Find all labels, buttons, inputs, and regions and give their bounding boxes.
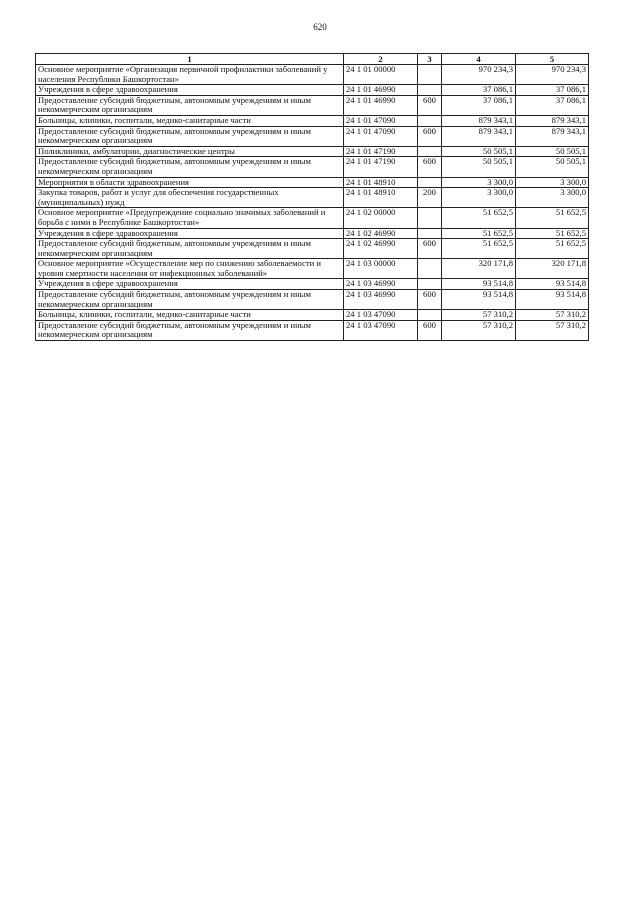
amount-cell-col4: 37 086,1 bbox=[442, 95, 516, 115]
item-name-cell: Предоставление субсидий бюджетным, автономным учреждениям и иным некоммерческим организациям bbox=[36, 157, 344, 177]
item-name-cell: Предоставление субсидий бюджетным, автономным учреждениям и иным некоммерческим организациям bbox=[36, 320, 344, 340]
table-row bbox=[36, 65, 589, 85]
amount-cell-col5: 320 171,8 bbox=[516, 259, 589, 279]
item-name-cell: Мероприятия в области здравоохранения bbox=[36, 177, 344, 188]
table-row bbox=[36, 85, 589, 96]
amount-cell-col5: 93 514,8 bbox=[516, 279, 589, 290]
target-code-cell: 24 1 01 48910 bbox=[344, 177, 418, 188]
amount-cell-col4: 320 171,8 bbox=[442, 259, 516, 279]
target-code-cell: 24 1 01 46990 bbox=[344, 95, 418, 115]
expense-type-cell bbox=[418, 228, 442, 239]
expense-type-cell: 600 bbox=[418, 126, 442, 146]
target-code-cell: 24 1 02 46990 bbox=[344, 239, 418, 259]
amount-cell-col4: 51 652,5 bbox=[442, 208, 516, 228]
item-name-cell: Закупка товаров, работ и услуг для обеспечения государственных (муниципальных) нужд bbox=[36, 188, 344, 208]
item-name-cell: Поликлиники, амбулатории, диагностические центры bbox=[36, 146, 344, 157]
expense-type-cell: 600 bbox=[418, 320, 442, 340]
table-row bbox=[36, 290, 589, 310]
column-header-2: 2 bbox=[344, 54, 418, 65]
target-code-cell: 24 1 01 47090 bbox=[344, 126, 418, 146]
table-row bbox=[36, 115, 589, 126]
expense-type-cell bbox=[418, 259, 442, 279]
amount-cell-col5: 879 343,1 bbox=[516, 126, 589, 146]
target-code-cell: 24 1 01 00000 bbox=[344, 65, 418, 85]
amount-cell-col5: 879 343,1 bbox=[516, 115, 589, 126]
amount-cell-col4: 57 310,2 bbox=[442, 320, 516, 340]
amount-cell-col5: 57 310,2 bbox=[516, 310, 589, 321]
target-code-cell: 24 1 01 48910 bbox=[344, 188, 418, 208]
target-code-cell: 24 1 03 47090 bbox=[344, 320, 418, 340]
target-code-cell: 24 1 03 46990 bbox=[344, 290, 418, 310]
budget-table bbox=[35, 53, 589, 341]
amount-cell-col5: 93 514,8 bbox=[516, 290, 589, 310]
table-row bbox=[36, 126, 589, 146]
amount-cell-col4: 879 343,1 bbox=[442, 126, 516, 146]
table-row bbox=[36, 188, 589, 208]
expense-type-cell bbox=[418, 115, 442, 126]
item-name-cell: Основное мероприятие «Предупреждение социально значимых заболеваний и борьба с ними в Республике Башкортостан» bbox=[36, 208, 344, 228]
target-code-cell: 24 1 01 47190 bbox=[344, 146, 418, 157]
target-code-cell: 24 1 02 46990 bbox=[344, 228, 418, 239]
expense-type-cell bbox=[418, 310, 442, 321]
table-row bbox=[36, 320, 589, 340]
amount-cell-col4: 3 300,0 bbox=[442, 188, 516, 208]
expense-type-cell: 600 bbox=[418, 290, 442, 310]
target-code-cell: 24 1 03 46990 bbox=[344, 279, 418, 290]
amount-cell-col5: 57 310,2 bbox=[516, 320, 589, 340]
amount-cell-col5: 37 086,1 bbox=[516, 85, 589, 96]
target-code-cell: 24 1 01 47190 bbox=[344, 157, 418, 177]
item-name-cell: Основное мероприятие «Осуществление мер по снижению заболеваемости и уровня смертности населения от инфекционных заболеваний» bbox=[36, 259, 344, 279]
item-name-cell: Предоставление субсидий бюджетным, автономным учреждениям и иным некоммерческим организациям bbox=[36, 239, 344, 259]
expense-type-cell: 600 bbox=[418, 157, 442, 177]
amount-cell-col4: 970 234,3 bbox=[442, 65, 516, 85]
item-name-cell: Больницы, клиники, госпитали, медико-санитарные части bbox=[36, 310, 344, 321]
expense-type-cell bbox=[418, 85, 442, 96]
amount-cell-col5: 3 300,0 bbox=[516, 188, 589, 208]
expense-type-cell bbox=[418, 279, 442, 290]
page-number: 620 bbox=[313, 22, 327, 32]
expense-type-cell bbox=[418, 208, 442, 228]
item-name-cell: Учреждения в сфере здравоохранения bbox=[36, 85, 344, 96]
amount-cell-col5: 37 086,1 bbox=[516, 95, 589, 115]
amount-cell-col4: 93 514,8 bbox=[442, 279, 516, 290]
column-header-5: 5 bbox=[516, 54, 589, 65]
table-header-row bbox=[36, 54, 589, 65]
amount-cell-col4: 50 505,1 bbox=[442, 146, 516, 157]
table-row bbox=[36, 310, 589, 321]
table-row bbox=[36, 279, 589, 290]
target-code-cell: 24 1 01 47090 bbox=[344, 115, 418, 126]
table-row bbox=[36, 146, 589, 157]
expense-type-cell bbox=[418, 146, 442, 157]
column-header-1: 1 bbox=[36, 54, 344, 65]
table-row bbox=[36, 157, 589, 177]
item-name-cell: Предоставление субсидий бюджетным, автономным учреждениям и иным некоммерческим организациям bbox=[36, 126, 344, 146]
item-name-cell: Предоставление субсидий бюджетным, автономным учреждениям и иным некоммерческим организациям bbox=[36, 95, 344, 115]
expense-type-cell bbox=[418, 65, 442, 85]
table-row bbox=[36, 177, 589, 188]
table-row bbox=[36, 228, 589, 239]
column-header-3: 3 bbox=[418, 54, 442, 65]
amount-cell-col5: 51 652,5 bbox=[516, 228, 589, 239]
table-body bbox=[36, 65, 589, 341]
expense-type-cell: 600 bbox=[418, 239, 442, 259]
amount-cell-col5: 3 300,0 bbox=[516, 177, 589, 188]
target-code-cell: 24 1 01 46990 bbox=[344, 85, 418, 96]
column-header-4: 4 bbox=[442, 54, 516, 65]
amount-cell-col4: 51 652,5 bbox=[442, 228, 516, 239]
target-code-cell: 24 1 02 00000 bbox=[344, 208, 418, 228]
amount-cell-col4: 51 652,5 bbox=[442, 239, 516, 259]
table-row bbox=[36, 239, 589, 259]
amount-cell-col5: 970 234,3 bbox=[516, 65, 589, 85]
amount-cell-col5: 51 652,5 bbox=[516, 208, 589, 228]
expense-type-cell: 200 bbox=[418, 188, 442, 208]
target-code-cell: 24 1 03 47090 bbox=[344, 310, 418, 321]
amount-cell-col4: 879 343,1 bbox=[442, 115, 516, 126]
expense-type-cell bbox=[418, 177, 442, 188]
item-name-cell: Учреждения в сфере здравоохранения bbox=[36, 279, 344, 290]
amount-cell-col5: 50 505,1 bbox=[516, 146, 589, 157]
amount-cell-col4: 93 514,8 bbox=[442, 290, 516, 310]
amount-cell-col4: 50 505,1 bbox=[442, 157, 516, 177]
item-name-cell: Основное мероприятие «Организация первичной профилактики заболеваний у населения Республики Башкортостан» bbox=[36, 65, 344, 85]
table-row bbox=[36, 259, 589, 279]
item-name-cell: Учреждения в сфере здравоохранения bbox=[36, 228, 344, 239]
expense-type-cell: 600 bbox=[418, 95, 442, 115]
item-name-cell: Больницы, клиники, госпитали, медико-санитарные части bbox=[36, 115, 344, 126]
amount-cell-col5: 51 652,5 bbox=[516, 239, 589, 259]
item-name-cell: Предоставление субсидий бюджетным, автономным учреждениям и иным некоммерческим организациям bbox=[36, 290, 344, 310]
amount-cell-col5: 50 505,1 bbox=[516, 157, 589, 177]
table-row bbox=[36, 208, 589, 228]
amount-cell-col4: 37 086,1 bbox=[442, 85, 516, 96]
table-row bbox=[36, 95, 589, 115]
target-code-cell: 24 1 03 00000 bbox=[344, 259, 418, 279]
amount-cell-col4: 3 300,0 bbox=[442, 177, 516, 188]
amount-cell-col4: 57 310,2 bbox=[442, 310, 516, 321]
